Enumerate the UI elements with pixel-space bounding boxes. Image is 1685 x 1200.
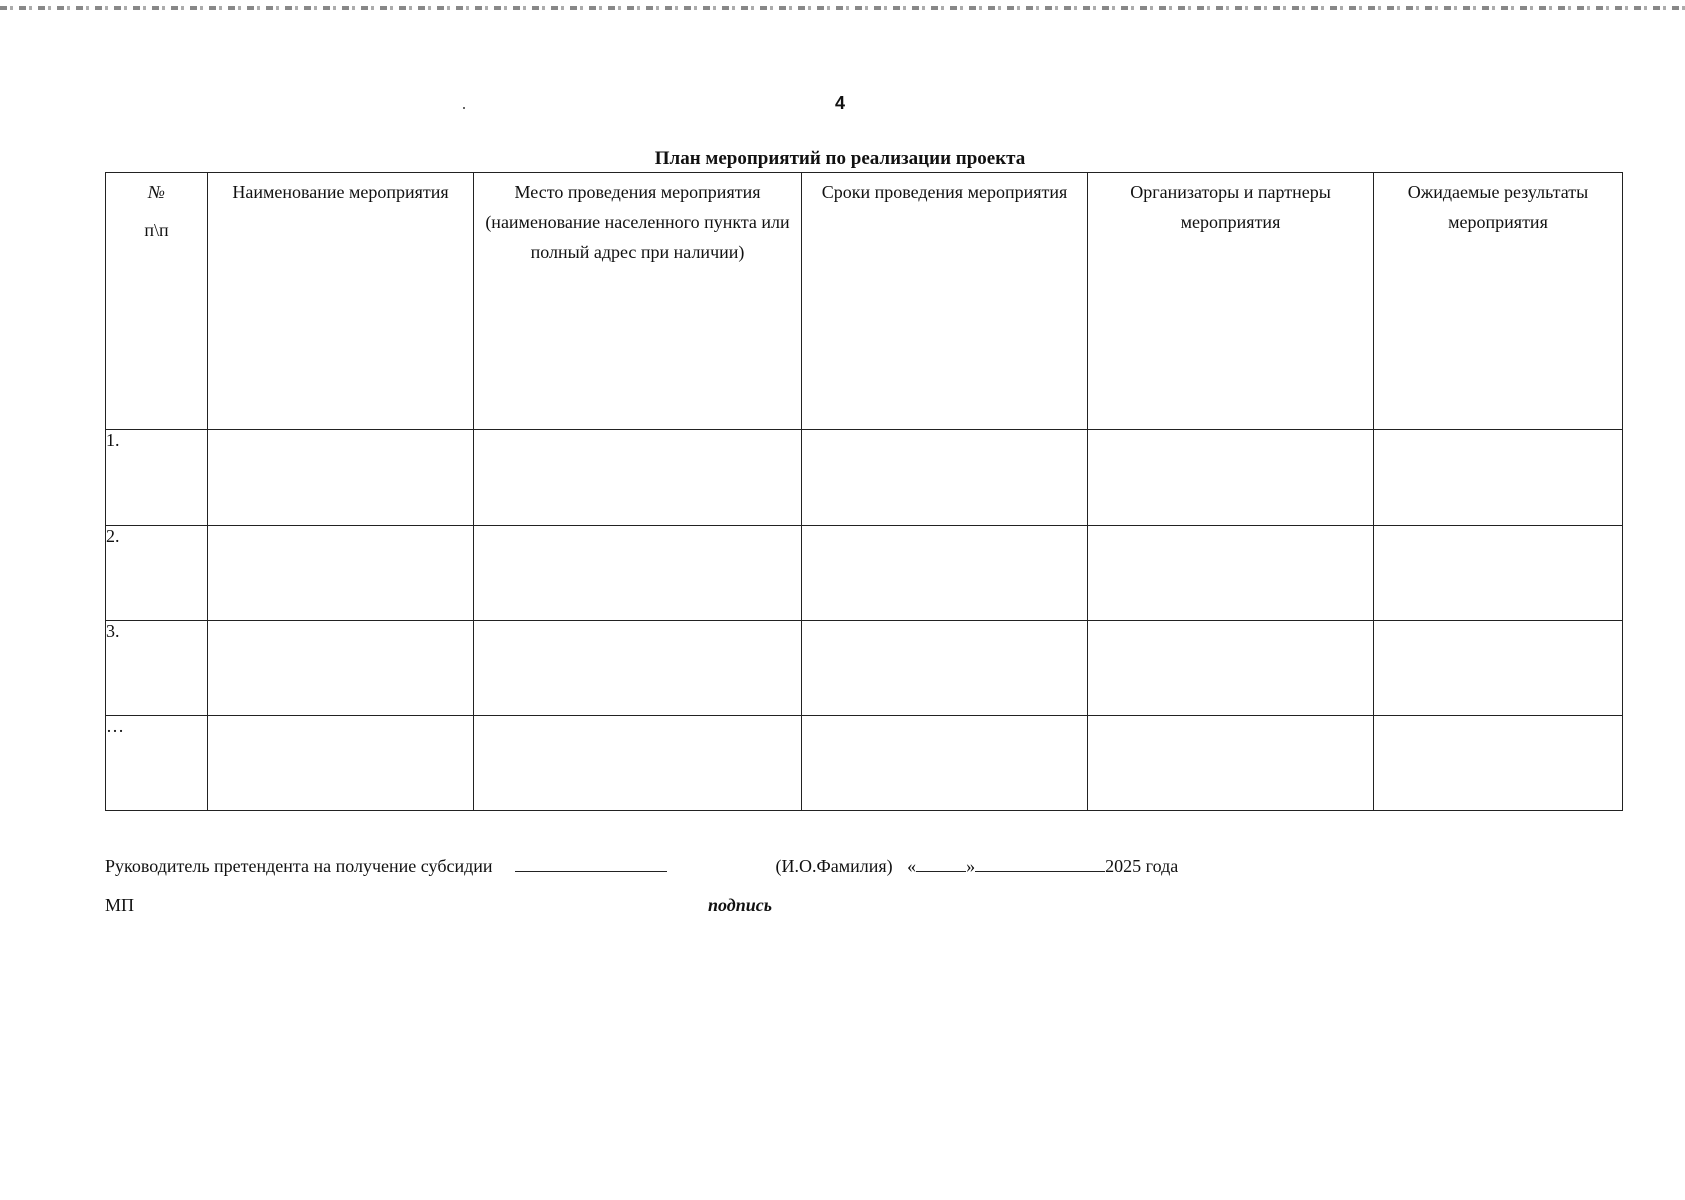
header-event-dates: Сроки проведения мероприятия — [802, 173, 1088, 430]
day-blank[interactable] — [916, 853, 966, 872]
row-number: 3. — [106, 620, 208, 715]
events-plan-table — [105, 172, 1623, 811]
table-row — [106, 715, 1623, 810]
header-expected-results: Ожидаемые результаты мероприятия — [1374, 173, 1623, 430]
cell-event-place[interactable] — [474, 525, 802, 620]
row-number: … — [106, 715, 208, 810]
cell-event-place[interactable] — [474, 430, 802, 525]
cell-expected-results[interactable] — [1374, 715, 1623, 810]
signature-blank[interactable] — [515, 853, 667, 872]
year-label: 2025 года — [1105, 856, 1179, 876]
cell-event-name[interactable] — [208, 430, 474, 525]
full-name-label: (И.О.Фамилия) — [775, 856, 893, 876]
cell-organizers[interactable] — [1088, 430, 1374, 525]
cell-organizers[interactable] — [1088, 620, 1374, 715]
signature-caption: подпись — [708, 895, 772, 915]
stamp-label: МП — [105, 895, 135, 915]
page-title: План мероприятий по реализации проекта — [654, 148, 1026, 169]
header-number — [106, 173, 208, 430]
cell-event-name[interactable] — [208, 715, 474, 810]
cell-event-dates[interactable] — [802, 715, 1088, 810]
cell-organizers[interactable] — [1088, 525, 1374, 620]
page-number: 4 — [834, 93, 845, 113]
cell-event-place[interactable] — [474, 715, 802, 810]
scan-edge-artifact — [0, 6, 1685, 10]
table-row — [106, 525, 1623, 620]
cell-expected-results[interactable] — [1374, 525, 1623, 620]
cell-organizers[interactable] — [1088, 715, 1374, 810]
table-header-row — [106, 173, 1623, 430]
cell-event-dates[interactable] — [802, 430, 1088, 525]
header-organizers: Организаторы и партнеры мероприятия — [1088, 173, 1374, 430]
cell-event-place[interactable] — [474, 620, 802, 715]
header-number-sign: № — [148, 182, 165, 202]
row-number: 2. — [106, 525, 208, 620]
quote-close: » — [966, 856, 976, 876]
header-number-pp: п\п — [144, 220, 169, 240]
table-row — [106, 430, 1623, 525]
month-blank[interactable] — [975, 853, 1105, 872]
header-event-name: Наименование мероприятия — [208, 173, 474, 430]
row-number: 1. — [106, 430, 208, 525]
cell-event-dates[interactable] — [802, 525, 1088, 620]
header-event-place: Место проведения мероприятия (наименование населенного пункта или полный адрес при наличии) — [474, 173, 802, 430]
cell-event-name[interactable] — [208, 525, 474, 620]
quote-open: « — [907, 856, 917, 876]
signature-line — [105, 853, 1178, 877]
head-label: Руководитель претендента на получение субсидии — [105, 856, 493, 876]
table-row — [106, 620, 1623, 715]
cell-event-dates[interactable] — [802, 620, 1088, 715]
cell-event-name[interactable] — [208, 620, 474, 715]
stray-dot — [463, 107, 465, 109]
cell-expected-results[interactable] — [1374, 430, 1623, 525]
cell-expected-results[interactable] — [1374, 620, 1623, 715]
